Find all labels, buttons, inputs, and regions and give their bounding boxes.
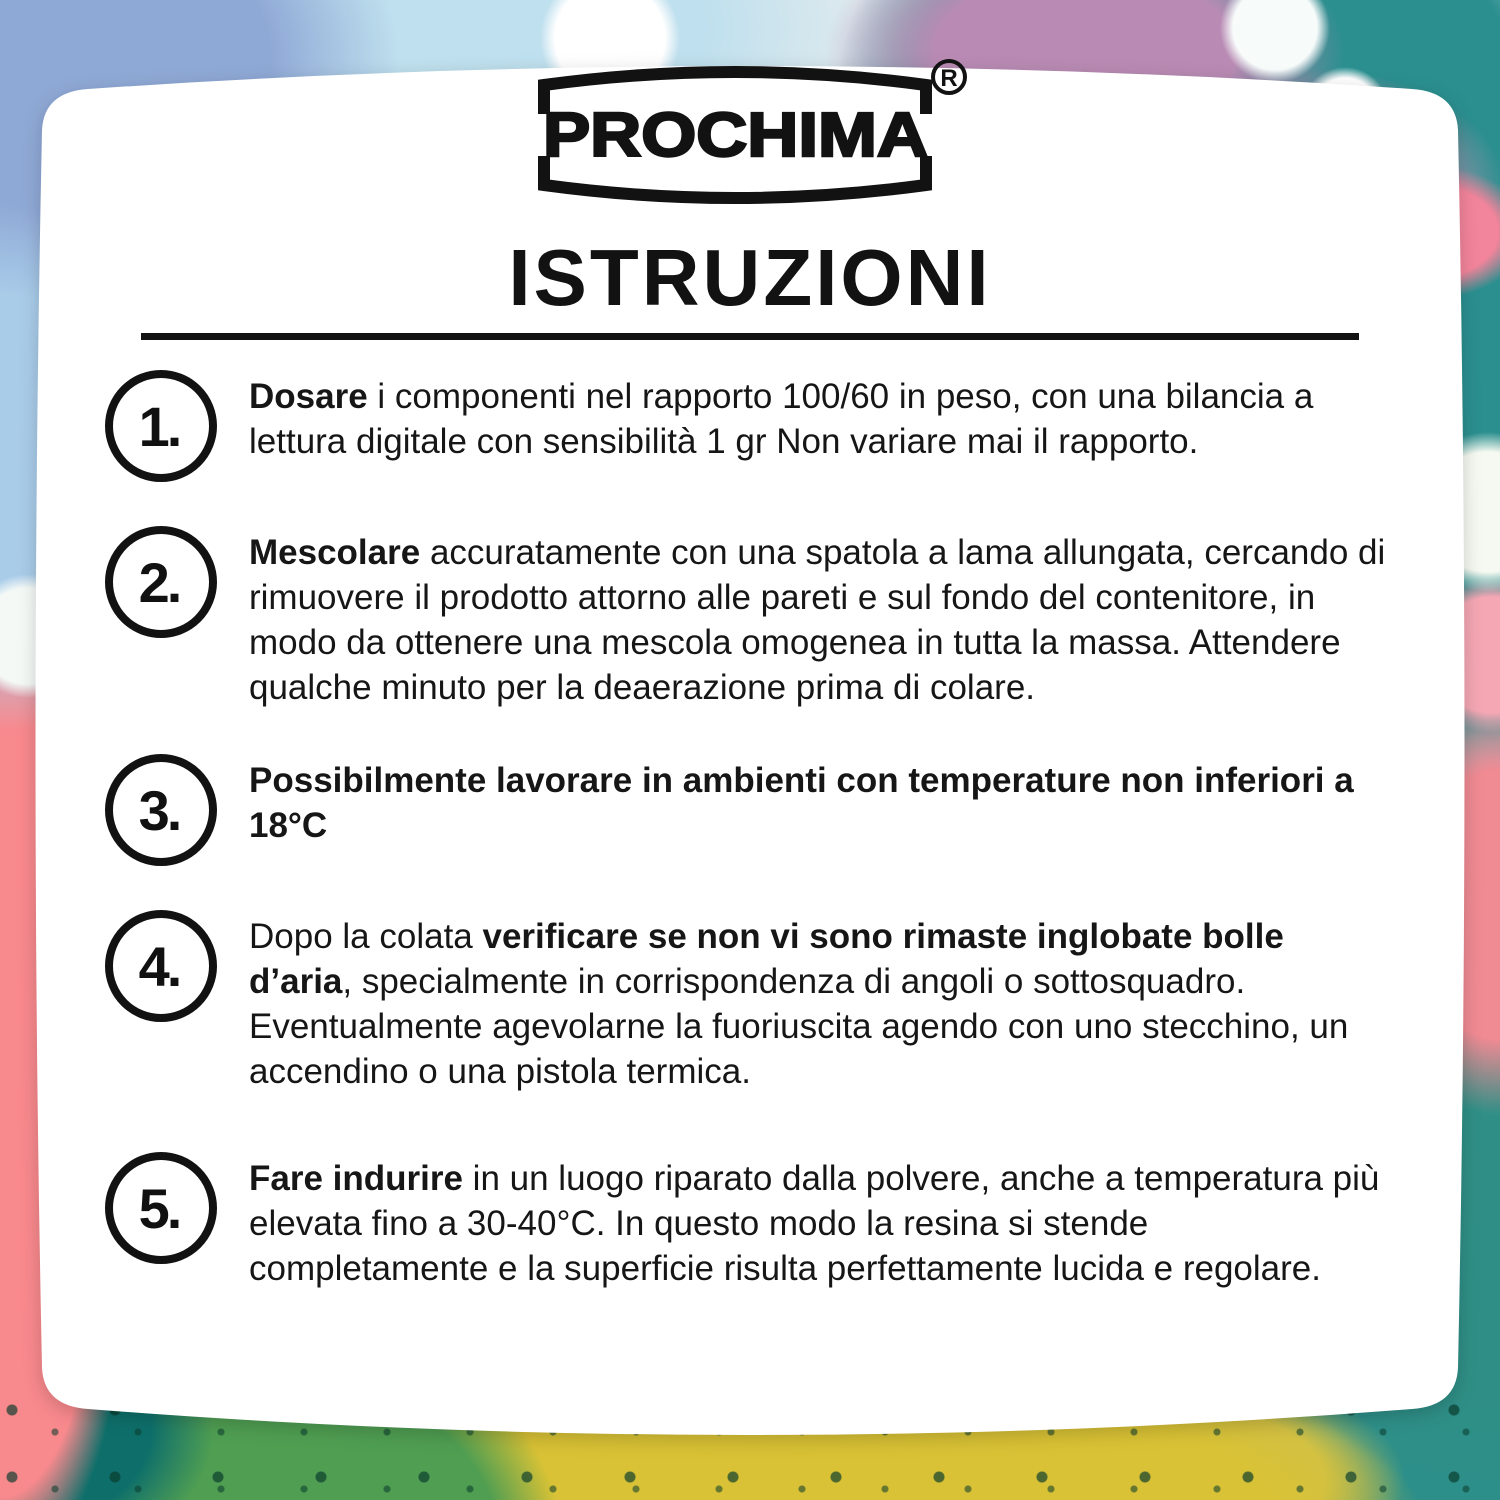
instruction-number: 2. — [138, 550, 180, 614]
instruction-text-bold-segment: verificare se non vi sono rimaste inglobate bolle d’aria — [249, 917, 1284, 1001]
instruction-item — [105, 1156, 1395, 1291]
instruction-number-badge — [105, 526, 217, 638]
instruction-item — [105, 374, 1395, 482]
registered-mark-letter: R — [940, 65, 958, 92]
instruction-text-segment: in un luogo riparato dalla polvere, anche a temperatura più elevata fino a 30-40°C. In questo modo la resina si stende completamente e la superficie risulta perfettamente lucida e regolare. — [249, 1159, 1380, 1288]
instruction-number: 1. — [138, 394, 180, 458]
instruction-text-bold-segment: Possibilmente lavorare in ambienti con temperature non inferiori a 18°C — [249, 761, 1354, 845]
instruction-text — [249, 374, 1395, 464]
instruction-list — [105, 374, 1395, 1291]
instruction-number-badge — [105, 370, 217, 482]
instruction-text-bold-segment: Fare indurire — [249, 1159, 463, 1198]
instruction-item — [105, 758, 1395, 866]
instruction-item — [105, 530, 1395, 710]
instruction-text-segment: , specialmente in corrispondenza di angoli o sottosquadro. Eventualmente agevolarne la fuoriuscita agendo con uno stecchino, un accendino o una pistola termica. — [249, 962, 1349, 1091]
instruction-number: 3. — [138, 778, 180, 842]
instruction-text — [249, 530, 1395, 710]
title-underline — [141, 333, 1359, 340]
instruction-number-badge — [105, 1152, 217, 1264]
page-title: ISTRUZIONI — [508, 233, 992, 322]
card-content — [42, 44, 1458, 1291]
instruction-text — [249, 914, 1395, 1094]
prochima-logo — [530, 56, 970, 214]
brand-name: PROCHIMA — [543, 101, 928, 170]
instruction-number: 4. — [138, 934, 180, 998]
instruction-text-segment: Dopo la colata — [249, 917, 483, 956]
instruction-text-bold-segment: Dosare — [249, 377, 368, 416]
instruction-number: 5. — [138, 1176, 180, 1240]
instruction-number-badge — [105, 754, 217, 866]
instruction-number-badge — [105, 910, 217, 1022]
instruction-text — [249, 1156, 1395, 1291]
instruction-text-bold-segment: Mescolare — [249, 533, 421, 572]
instruction-text-segment: i componenti nel rapporto 100/60 in peso, con una bilancia a lettura digitale con sensibilità 1 gr Non variare mai il rapporto. — [249, 377, 1314, 461]
instruction-text — [249, 758, 1395, 848]
instruction-item — [105, 914, 1395, 1094]
instruction-text-segment: accuratamente con una spatola a lama allungata, cercando di rimuovere il prodotto attorno alle pareti e sul fondo del contenitore, in modo da ottenere una mescola omogenea in tutta la massa. Attendere qualche minuto per la deaerazione prima di colare. — [249, 533, 1386, 707]
